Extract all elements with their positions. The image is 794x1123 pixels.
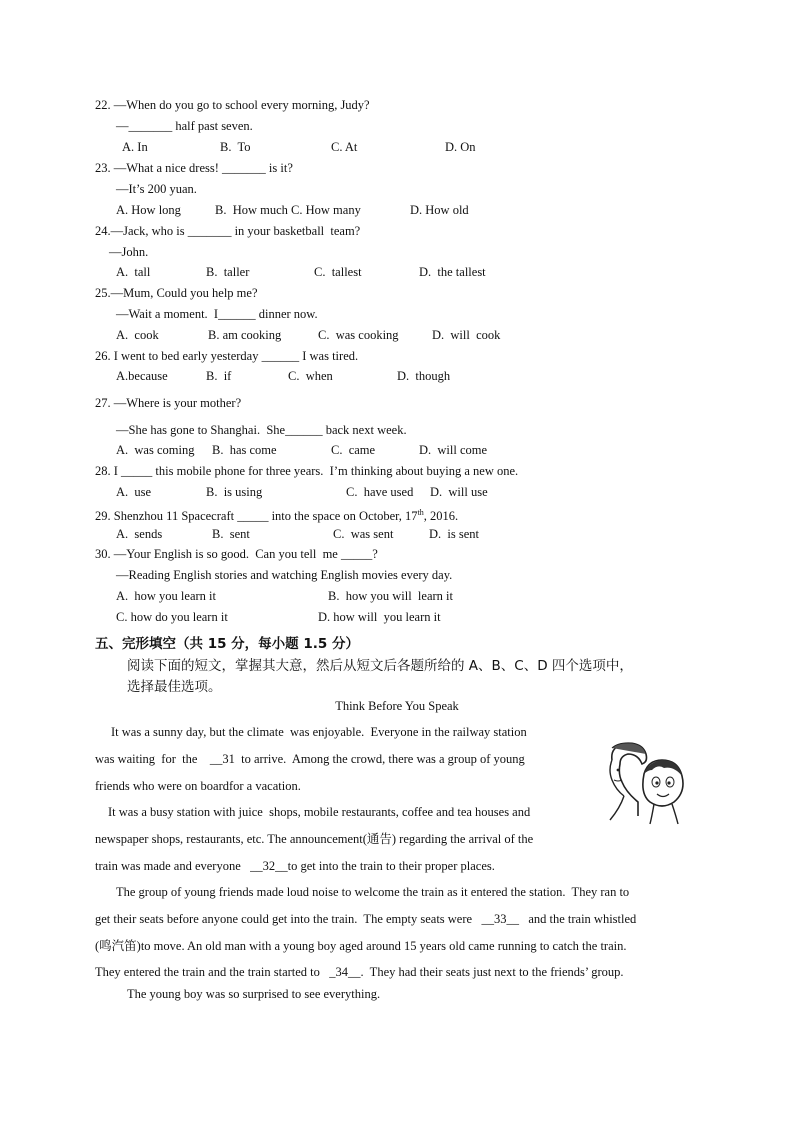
question-29-sup: th (417, 508, 424, 517)
q23-option-bc: B. How much C. How many (215, 203, 361, 217)
q24-option-b: B. taller (206, 265, 250, 279)
q28-option-d: D. will use (430, 485, 488, 499)
question-29-text: 29. Shenzhou 11 Spacecraft _____ into the space on October, 17 (95, 509, 418, 524)
q26-option-b: B. if (206, 369, 232, 383)
question-25: 25.—Mum, Could you help me? (95, 286, 258, 300)
q28-option-b: B. is using (206, 485, 263, 499)
section-instruction-1: 阅读下面的短文，掌握其大意，然后从短文后各题所给的 A、B、C、D 四个选项中， (127, 658, 633, 674)
question-30: 30. —Your English is so good. Can you tell me _____? (95, 547, 378, 561)
q30-option-b: B. how you will learn it (328, 589, 453, 603)
passage-line-2: was waiting for the __31 to arrive. Among the crowd, there was a group of young (95, 752, 525, 766)
passage-line-7: The group of young friends made loud noise to welcome the train as it entered the station. They ran to (116, 885, 630, 899)
q26-option-c: C. when (288, 369, 333, 383)
q27-option-d: D. will come (419, 443, 488, 457)
question-24: 24.—Jack, who is _______ in your basketball team? (95, 224, 361, 238)
q27-option-c: C. came (331, 443, 376, 457)
q28-option-c: C. have used (346, 485, 414, 499)
q30-option-c: C. how do you learn it (116, 610, 228, 624)
question-22: 22. —When do you go to school every morning, Judy? (95, 98, 370, 112)
q26-option-a: A.because (116, 369, 168, 383)
passage-line-10: They entered the train and the train started to _34__. They had their seats just next to the friends’ group. (95, 965, 624, 979)
q23-option-d: D. How old (410, 203, 469, 217)
question-24-answer: —John. (109, 245, 149, 259)
question-29-end: , 2016. (423, 509, 459, 524)
man-and-boy-illustration (598, 740, 694, 826)
question-27-answer: —She has gone to Shanghai. She______ back next week. (116, 423, 407, 437)
question-28: 28. I _____ this mobile phone for three years. I’m thinking about buying a new one. (95, 464, 519, 478)
q22-option-b: B. To (220, 140, 251, 154)
passage-line-6: train was made and everyone __32__to get into the train to their proper places. (95, 859, 495, 873)
question-30-answer: —Reading English stories and watching English movies every day. (116, 568, 453, 582)
q24-option-d: D. the tallest (419, 265, 486, 279)
question-22-answer: —_______ half past seven. (116, 119, 253, 133)
passage-line-4: It was a busy station with juice shops, mobile restaurants, coffee and tea houses and (108, 805, 531, 819)
q25-option-a: A. cook (116, 328, 159, 342)
q24-option-c: C. tallest (314, 265, 362, 279)
q29-option-a: A. sends (116, 527, 163, 541)
q22-option-a: A. In (122, 140, 148, 154)
q27-option-b: B. has come (212, 443, 277, 457)
section-instruction-2: 选择最佳选项。 (127, 679, 222, 695)
question-29 (95, 505, 458, 524)
question-26: 26. I went to bed early yesterday ______ I was tired. (95, 349, 359, 363)
q29-option-d: D. is sent (429, 527, 479, 541)
q22-option-c: C. At (331, 140, 358, 154)
q25-option-b: B. am cooking (208, 328, 282, 342)
q30-option-d: D. how will you learn it (318, 610, 441, 624)
q26-option-d: D. though (397, 369, 451, 383)
passage-line-9: (鸣汽笛)to move. An old man with a young boy aged around 15 years old came running to catch the train. (95, 939, 627, 953)
passage-line-8: get their seats before anyone could get into the train. The empty seats were __33__ and the train whistled (95, 912, 637, 926)
q27-option-a: A. was coming (116, 443, 195, 457)
q30-option-a: A. how you learn it (116, 589, 216, 603)
q23-option-a: A. How long (116, 203, 181, 217)
q25-option-d: D. will cook (432, 328, 501, 342)
q28-option-a: A. use (116, 485, 152, 499)
passage-title: Think Before You Speak (335, 699, 459, 713)
q22-option-d: D. On (445, 140, 476, 154)
question-23-answer: —It’s 200 yuan. (116, 182, 197, 196)
passage-line-11: The young boy was so surprised to see everything. (127, 987, 381, 1001)
section-heading: 五、完形填空（共 15 分，每小题 1.5 分） (95, 636, 360, 652)
passage-line-1: It was a sunny day, but the climate was enjoyable. Everyone in the railway station (111, 725, 527, 739)
passage-line-5: newspaper shops, restaurants, etc. The announcement(通告) regarding the arrival of the (95, 832, 534, 846)
question-23: 23. —What a nice dress! _______ is it? (95, 161, 293, 175)
question-27: 27. —Where is your mother? (95, 396, 242, 410)
q29-option-b: B. sent (212, 527, 250, 541)
question-25-answer: —Wait a moment. I______ dinner now. (116, 307, 318, 321)
q24-option-a: A. tall (116, 265, 151, 279)
passage-line-3: friends who were on boardfor a vacation. (95, 779, 301, 793)
q25-option-c: C. was cooking (318, 328, 399, 342)
q29-option-c: C. was sent (333, 527, 394, 541)
